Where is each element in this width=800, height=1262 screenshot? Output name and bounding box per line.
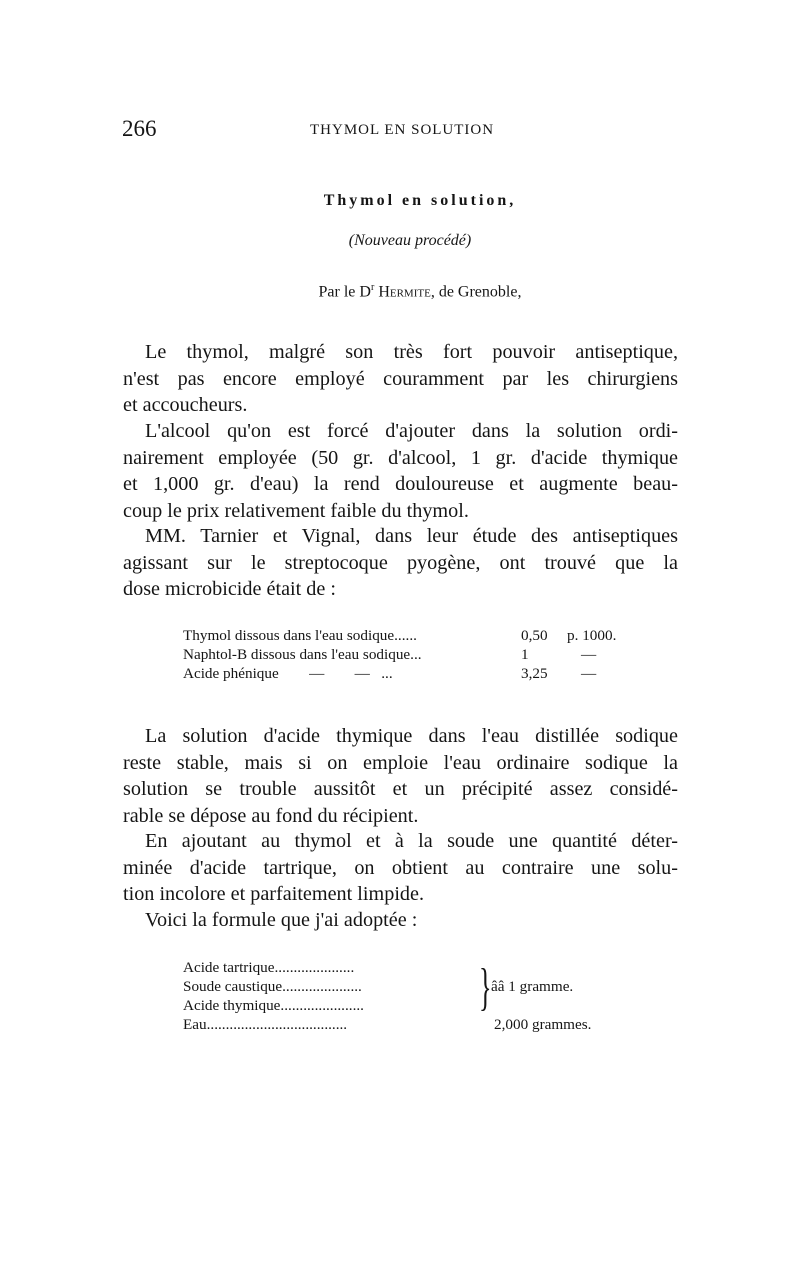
formula-list xyxy=(183,958,643,1034)
text-line: reste stable, mais si on emploie l'eau ordinaire sodique la xyxy=(123,751,678,774)
table-cell-unit: — xyxy=(581,646,597,663)
text-line: agissant sur le streptocoque pyogène, ont trouvé que la xyxy=(123,551,678,574)
text-line: et 1,000 gr. d'eau) la rend douloureuse et augmente beau- xyxy=(123,473,678,495)
text-line: En ajoutant au thymol et à la soude une quantité déter- xyxy=(145,830,678,852)
paragraph-3 xyxy=(123,523,678,603)
brace-symbol: } xyxy=(479,959,492,1016)
list-item xyxy=(183,1015,643,1034)
byline-author: Hermite xyxy=(378,283,431,301)
table-cell-unit: p. 1000. xyxy=(567,627,617,644)
table-row xyxy=(183,664,643,683)
text-line: Voici la formule que j'ai adoptée : xyxy=(145,909,418,931)
paragraph-4 xyxy=(123,723,678,829)
text-line: n'est pas encore employé couramment par les chirurgiens xyxy=(123,367,678,390)
byline-prefix: Par le D xyxy=(318,283,371,301)
table-row xyxy=(183,645,643,664)
table-row xyxy=(183,626,643,645)
text-line: nairement employée (50 gr. d'alcool, 1 gr. d'acide thymique xyxy=(123,446,678,469)
running-title: THYMOL EN SOLUTION xyxy=(310,122,495,138)
formula-ingredient: Soude caustique..................... xyxy=(183,978,362,995)
table-cell-dose: 1 xyxy=(521,646,529,663)
text-line: dose microbicide était de : xyxy=(123,578,337,600)
byline xyxy=(0,282,800,301)
article-title: Thymol en solution, xyxy=(323,192,517,209)
formula-water-quantity: 2,000 grammes. xyxy=(494,1016,592,1033)
text-line: solution se trouble aussitôt et un précipité assez considé- xyxy=(123,778,678,800)
text-line: et accoucheurs. xyxy=(123,394,248,416)
text-line: tion incolore et parfaitement limpide. xyxy=(123,883,425,905)
paragraph-2 xyxy=(123,418,678,524)
text-line: Le thymol, malgré son très fort pouvoir antiseptique, xyxy=(145,341,678,363)
formula-ingredient: Acide tartrique..................... xyxy=(183,959,355,976)
list-item xyxy=(183,996,643,1015)
table-cell-substance: Thymol dissous dans l'eau sodique...... xyxy=(183,627,417,644)
text-line: minée d'acide tartrique, on obtient au contraire une solu- xyxy=(123,856,678,879)
formula-water: Eau..................................... xyxy=(183,1016,348,1033)
byline-superscript: r xyxy=(370,282,375,293)
running-head xyxy=(122,116,682,146)
paragraph-6 xyxy=(123,907,678,934)
table-cell-dose: 0,50 xyxy=(521,627,548,644)
dose-table xyxy=(183,626,643,683)
paragraph-5 xyxy=(123,828,678,908)
text-line: L'alcool qu'on est forcé d'ajouter dans la solution ordi- xyxy=(145,420,678,442)
formula-ingredient: Acide thymique...................... xyxy=(183,997,364,1014)
page-number: 266 xyxy=(122,116,157,141)
text-line: rable se dépose au fond du récipient. xyxy=(123,804,419,827)
list-item xyxy=(183,958,643,977)
table-cell-unit: — xyxy=(581,665,597,682)
formula-shared-quantity: ââ 1 gramme. xyxy=(491,978,574,995)
table-cell-substance: Naphtol-B dissous dans l'eau sodique... xyxy=(183,646,422,663)
table-cell-dose: 3,25 xyxy=(521,665,548,682)
table-cell-substance: Acide phénique — — ... xyxy=(183,665,393,682)
text-line: La solution d'acide thymique dans l'eau distillée sodique xyxy=(145,725,678,747)
text-line: coup le prix relativement faible du thymol. xyxy=(123,499,469,522)
paragraph-1 xyxy=(123,339,678,419)
byline-suffix: , de Grenoble, xyxy=(430,283,522,301)
list-item xyxy=(183,977,643,996)
text-line: MM. Tarnier et Vignal, dans leur étude des antiseptiques xyxy=(145,525,678,547)
article-subtitle: (Nouveau procédé) xyxy=(348,232,472,249)
